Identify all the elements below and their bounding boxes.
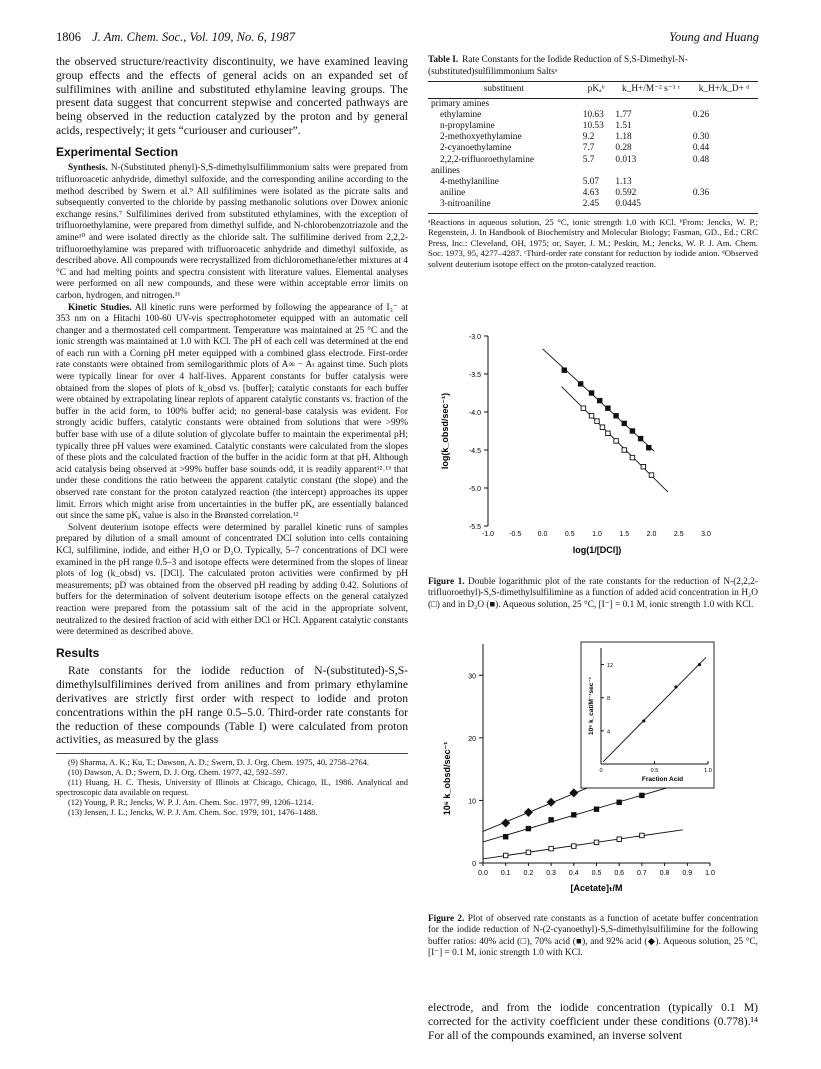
data-point <box>549 818 554 823</box>
reference-10: (10) Dawson, A. D.; Swern, D. J. Org. Chem. 1977, 42, 592–597. <box>68 768 288 778</box>
intro-paragraph: the observed structure/reactivity discontinuity, we have examined leaving group effects and the effects of general acids on an expanded set of sulfilimines with aniline and substituted ethylamine leaving groups. The present data suggest that concurrent stepwise and concerted pathways are being observed in the reduction catalyzed by the proton and by general acids, respectively; it gets “curiouser and curiouser”. <box>56 55 408 137</box>
figure-2 <box>428 636 758 906</box>
cell-pka: 5.7 <box>582 154 595 165</box>
table-row <box>428 143 758 154</box>
table-row <box>428 121 758 132</box>
synthesis-text: N-(Substituted phenyl)-S,S-dimethylsulfilimmonium salts were prepared from trifluoroacetic anhydride, dimethyl sulfoxide, and the corresponding aniline according to the method described by Swern et al.⁹ All sulfilimines were isolated as the picrate salts and subsequently converted to the chloride by passing methanolic solutions over Dowex anionic exchange resins.⁷ Sulfilimines derived from substituted ethylamines, with the exception of trifluoroethylamine, were prepared from dimethyl sulfide, and N-chlorobenzotriazole and the amine¹⁰ and were isolated directly as the chloride salt. The sulfilimine derived from 2,2,2-trifluoroethylamine was prepared with trifluoroacetic anhydride and dimethyl sulfoxide, as described above. All compounds were recrystallized from dichloromethane/ether mixtures at 4 °C and had melting points and spectra consistent with literature values. Elemental analyses were performed on all new compounds, and these were within acceptable error limits on carbon, hydrogen, and nitrogen.¹¹ <box>56 163 408 301</box>
rate-constants-table <box>428 81 758 214</box>
data-point <box>589 414 594 419</box>
figure-1-caption <box>428 577 758 611</box>
data-point <box>617 837 622 842</box>
results-heading: Results <box>56 645 100 660</box>
inset-x-tick-label: 0.5 <box>650 768 659 774</box>
x-axis-label: log(1/[DCl]) <box>572 545 622 555</box>
data-point <box>526 826 531 831</box>
x-tick-label: 2.5 <box>673 531 684 538</box>
inset-x-tick-label: 0 <box>599 768 603 774</box>
cell-kh: 0.013 <box>615 154 637 165</box>
data-point <box>600 425 605 430</box>
inset-x-tick-label: 1.0 <box>704 768 712 774</box>
data-point <box>622 448 627 453</box>
data-point <box>595 419 600 424</box>
inset-y-tick-label: 8 <box>607 696 611 703</box>
x-tick-label: 0.7 <box>637 870 647 877</box>
reference-12: (12) Young, P. R.; Jencks, W. P. J. Am. Chem. Soc. 1977, 99, 1206–1214. <box>68 798 314 808</box>
running-header-left <box>56 30 295 45</box>
group-label: primary amines <box>431 98 490 109</box>
figure-1-plot <box>428 326 758 571</box>
inset-y-tick-label: 4 <box>607 729 611 736</box>
figure-2-caption-text: Plot of observed rate constants as a function of acetate buffer concentration for the iodide reduction of N-(2-cyanoethyl)-S,S-dimethylsulfilimine for the following buffer ratios: 40% acid (□), 70% acid (■), and 92% acid (◆). Aqueous solution, 25 °C, [I⁻] = 0.1 M, ionic strength 1.0 with KCl. <box>428 914 759 959</box>
data-point <box>594 840 599 845</box>
fit-line <box>483 830 683 859</box>
table-footnotes: ᵃReactions in aqueous solution, 25 °C, ionic strength 1.0 with KCl. ᵇFrom: Jencks, W. P.; Regenstein, J. In Handbook of Biochemistry and Molecular Biology; Fasman, GD., Ed.; CRC Press, Inc.: Cleveland, OH, 1975; or, Sayer, J. M.; Peskin, M.; Jencks, W. P. J. Am. Chem. Soc. 1973, 95, 4277–4287. ᶜThird-order rate constant for reduction by iodide anion. ᵈObserved solvent deuterium isotope effect on the proton-catalyzed reaction. <box>428 216 758 269</box>
cell-substituent: 2-methoxyethylamine <box>440 132 522 143</box>
figure-1-caption-text: Double logarithmic plot of the rate constants for the reduction of N-(2,2,2-trifluoroethyl)-S,S-dimethylsulfilimine as a function of added acid concentration in H₂O (□) and in D₂O (■). Aqueous solution, 25 °C, [I⁻] = 0.1 M, ionic strength 1.0 with KCl. <box>428 577 758 610</box>
data-point <box>594 807 599 812</box>
data-point <box>614 414 619 419</box>
y-tick-label: -5.0 <box>468 486 481 493</box>
x-tick-label: 0.0 <box>537 531 548 538</box>
cell-pka: 10.63 <box>582 109 604 120</box>
fit-line <box>483 783 683 842</box>
synthesis-paragraph <box>56 163 408 302</box>
data-point <box>581 406 586 411</box>
y-tick-label: 10 <box>468 798 476 806</box>
reference-11: (11) Huang, H. C. Thesis, University of Illinois at Chicago, Chicago, IL, 1986. Analytical and spectroscopic data available on request. <box>56 778 408 798</box>
data-point <box>630 455 635 460</box>
data-point <box>501 818 510 827</box>
results-paragraph: Rate constants for the iodide reduction of N-(substituted)-S,S-dimethylsulfilimines derived from anilines and from primary ethylamine derivatives are strictly first order with respect to iodide and proton concentrations within the pH range 0.5–5.0. Third-order rate constants for the reduction of these compounds (Table I) were calculated from proton activities, as measured by the glass <box>56 664 408 747</box>
data-point <box>589 391 594 396</box>
data-point <box>524 808 533 817</box>
data-point <box>569 788 578 797</box>
x-tick-label: 1.5 <box>619 531 630 538</box>
figure-2-label: Figure 2. <box>428 914 465 924</box>
header-khkd: k_H+/k_D+ ᵈ <box>690 82 758 99</box>
page-number: 1806 <box>56 30 81 44</box>
header-substituent: substituent <box>428 82 580 99</box>
running-header-authors: Young and Huang <box>669 30 759 44</box>
references <box>56 753 408 818</box>
table-1 <box>428 55 758 270</box>
data-point <box>572 844 577 849</box>
table-row <box>428 132 758 143</box>
y-tick-label: -3.0 <box>468 334 481 341</box>
cell-khkd: 0.30 <box>692 132 710 143</box>
cell-pka: 5.07 <box>582 176 600 187</box>
cell-substituent: 4-methylaniline <box>440 176 499 187</box>
data-point <box>526 850 531 855</box>
cell-substituent: 3-nitroaniline <box>428 199 580 213</box>
table-row <box>428 110 758 121</box>
data-point <box>562 368 567 373</box>
data-point <box>572 813 577 818</box>
cell-khkd: 0.48 <box>692 154 710 165</box>
table-row <box>428 188 758 199</box>
x-tick-label: 0.4 <box>568 870 579 877</box>
table-group-row <box>428 166 758 177</box>
data-point <box>547 798 556 807</box>
cell-khkd: 0.44 <box>692 143 710 154</box>
inset-x-label: Fraction Acid <box>641 776 684 783</box>
x-tick-label: 0.5 <box>591 870 602 877</box>
data-point <box>649 473 654 478</box>
y-tick-label: 0 <box>472 861 476 868</box>
cell-substituent: n-propylamine <box>440 120 495 131</box>
y-axis-label: log(k_obsd/sec⁻¹) <box>440 392 450 470</box>
cell-kh: 1.13 <box>615 176 632 187</box>
x-tick-label: 0.8 <box>659 870 670 877</box>
x-tick-label: 1.0 <box>705 870 715 877</box>
x-tick-label: 0.1 <box>500 870 511 877</box>
figure-2-caption <box>428 914 758 960</box>
group-label: anilines <box>431 165 460 176</box>
table-label: Table I. <box>428 55 459 65</box>
data-point <box>638 436 643 441</box>
table-group-row <box>428 98 758 110</box>
x-tick-label: 3.0 <box>701 531 711 538</box>
cell-khkd <box>690 199 758 213</box>
cell-substituent: 2,2,2-trifluoroethylamine <box>440 154 534 165</box>
y-tick-label: 20 <box>468 735 476 743</box>
y-tick-label: -3.5 <box>468 372 481 379</box>
table-title: Rate Constants for the Iodide Reduction of S,S-Dimethyl-N-(substituted)sulfilimmonium Saltsᵃ <box>428 55 688 77</box>
x-tick-label: 0.2 <box>523 870 534 877</box>
kinetic-paragraph <box>56 303 408 523</box>
data-point <box>606 406 611 411</box>
x-tick-label: 0.6 <box>614 870 625 877</box>
y-tick-label: 30 <box>468 673 476 681</box>
header-kh: k_H+/M⁻² s⁻¹ ᶜ <box>612 82 690 99</box>
cell-substituent: ethylamine <box>440 109 482 120</box>
left-column <box>56 55 408 818</box>
cell-kh: 1.18 <box>615 132 632 143</box>
cell-pka: 7.7 <box>582 143 595 154</box>
experimental-heading: Experimental Section <box>56 144 179 159</box>
cell-kh: 0.28 <box>615 143 632 154</box>
cell-pka: 2.45 <box>580 199 613 213</box>
x-tick-label: -1.0 <box>481 531 495 538</box>
table-row <box>428 199 758 213</box>
x-tick-label: 2.0 <box>646 531 657 538</box>
reference-9: (9) Sharma, A. K.; Ku, T.; Dawson, A. D.; Swern, D. J. Org. Chem. 1975, 40, 2758–2764. <box>68 758 370 768</box>
data-point <box>549 846 554 851</box>
reference-13: (13) Jensen, J. L.; Jencks, W. P. J. Am. Chem. Soc. 1979, 101, 1476–1488. <box>68 808 318 818</box>
data-point <box>647 445 652 450</box>
data-point <box>617 800 622 805</box>
synthesis-label: Synthesis. <box>68 163 108 174</box>
y-tick-label: -4.5 <box>468 448 481 455</box>
x-tick-label: 1.0 <box>592 531 602 538</box>
data-point <box>641 464 646 469</box>
cell-pka: 9.2 <box>582 132 595 143</box>
table-row <box>428 177 758 188</box>
x-tick-label: 0.5 <box>564 531 575 538</box>
results-continuation: electrode, and from the iodide concentration (typically 0.1 M) corrected for the activity coefficient under these conditions (0.778).¹⁴ For all of the compounds examined, an inverse solvent <box>428 1001 758 1042</box>
x-tick-label: 0.9 <box>682 870 693 877</box>
cell-khkd <box>690 177 758 188</box>
cell-kh: 0.0445 <box>612 199 690 213</box>
cell-kh: 1.77 <box>615 109 632 120</box>
figure-1 <box>428 326 758 571</box>
figure-1-label: Figure 1. <box>428 577 465 587</box>
inset-data-point <box>674 685 677 688</box>
table-header-row <box>428 82 758 99</box>
data-point <box>640 833 645 838</box>
journal-citation: J. Am. Chem. Soc., Vol. 109, No. 6, 1987 <box>92 30 296 44</box>
x-axis-label: [Acetate]ₜ/M <box>570 883 623 893</box>
data-point <box>606 431 611 436</box>
data-point <box>503 834 508 839</box>
cell-kh: 0.592 <box>615 188 637 199</box>
cell-kh: 1.51 <box>615 120 632 131</box>
data-point <box>640 793 645 798</box>
x-tick-label: -0.5 <box>509 531 522 538</box>
cell-pka: 4.63 <box>582 188 600 199</box>
x-tick-label: 0.0 <box>478 870 488 877</box>
data-point <box>630 429 635 434</box>
kinetic-label: Kinetic Studies. <box>68 302 132 313</box>
inset-y-label: 10⁶ k_cat/M⁻¹sec⁻¹ <box>588 677 595 735</box>
figure-2-plot <box>428 636 758 906</box>
inset-data-point <box>698 663 701 666</box>
cell-substituent: 2-cyanoethylamine <box>440 143 512 154</box>
cell-pka: 10.53 <box>582 120 604 131</box>
right-column-continuation <box>428 1001 758 1042</box>
header-pka: pKₐᵇ <box>580 82 613 99</box>
inset-data-point <box>642 719 645 722</box>
data-point <box>597 398 602 403</box>
cell-khkd <box>690 121 758 132</box>
y-tick-label: -4.0 <box>468 410 481 417</box>
x-tick-label: 0.3 <box>546 870 556 877</box>
cell-substituent: aniline <box>440 188 466 199</box>
inset-y-tick-label: 12 <box>607 663 614 670</box>
data-point <box>578 382 583 387</box>
cell-khkd: 0.26 <box>692 109 710 120</box>
isotope-paragraph: Solvent deuterium isotope effects were determined by parallel kinetic runs of samples prepared by dilution of a small amount of concentrated DCl solution into cells containing KCl, sulfilimine, iodide, and either H₂O or D₂O. Typically, 5–7 concentrations of DCl were examined in the pH range 0.5–3 and isotope effects were determined from the slopes of linear plots of log (k_obsd) vs. [DCl]. The calculated proton activities were confirmed by pH measurements; pD was obtained from the observed pH reading by adding 0.42. Solutions of buffers for the determination of solvent deuterium isotope effects on the general catalyzed reaction were prepared from the potassium salt of the acid in the appropriate solvent, neutralized to the desired fraction of acid with either DCl or HCl. Apparent catalytic constants were determined as described above. <box>56 522 408 638</box>
data-point <box>503 853 508 858</box>
kinetic-text: All kinetic runs were performed by following the appearance of I₃⁻ at 353 nm on a Hitachi 100-60 UV-vis spectrophotometer equipped with an automatic cell changer and a thermostated cell compartment. Temperature was maintained at 25 °C and the ionic strength was maintained at 1.0 with KCl. The pH of each cell was determined at the end of each run with a Corning pH meter equipped with a combined glass electrode. First-order rate constants were obtained from semilogarithmic plots of A∞ − Aₜ against time. Such plots were typically linear for over 4 half-lives. Apparent constants for buffer catalysis were obtained from the slopes of plots of k_obsd vs. [buffer]; catalytic constants for each buffer were obtained by extrapolating linear replots of apparent catalytic constants vs. fraction of the buffer in the acid form, to 100% buffer acid; no general-base catalysis was evident. For strongly acidic buffers, catalytic constants were obtained from solutions that were >99% buffer base with use of a dilute solution of glycolate buffer to maintain the experimental pH; typically three pH values were examined. Catalytic constants were calculated from the slopes of these plots and the calculated fraction of the buffer in the acidic form at that pH. Although acid catalysis being observed at >99% buffer base sounds odd, it is readily apparent¹²˒¹³ that under these conditions the ratio between the apparent catalytic constant (the slope) and the observed rate constant for the proton catalyzed reaction (the intercept) approaches its upper limit. Errors which might arise from uncertainties in the buffer pKₐ are essentially balanced out since the same pKₐ value is also in the Brønsted correlation.¹² <box>56 302 408 522</box>
cell-khkd: 0.36 <box>692 188 710 199</box>
table-caption <box>428 55 758 78</box>
y-axis-label: 10⁶ k_obsd/sec⁻¹ <box>442 741 452 816</box>
y-tick-label: -5.5 <box>468 524 481 531</box>
data-point <box>622 421 627 426</box>
table-row <box>428 155 758 166</box>
data-point <box>614 439 619 444</box>
